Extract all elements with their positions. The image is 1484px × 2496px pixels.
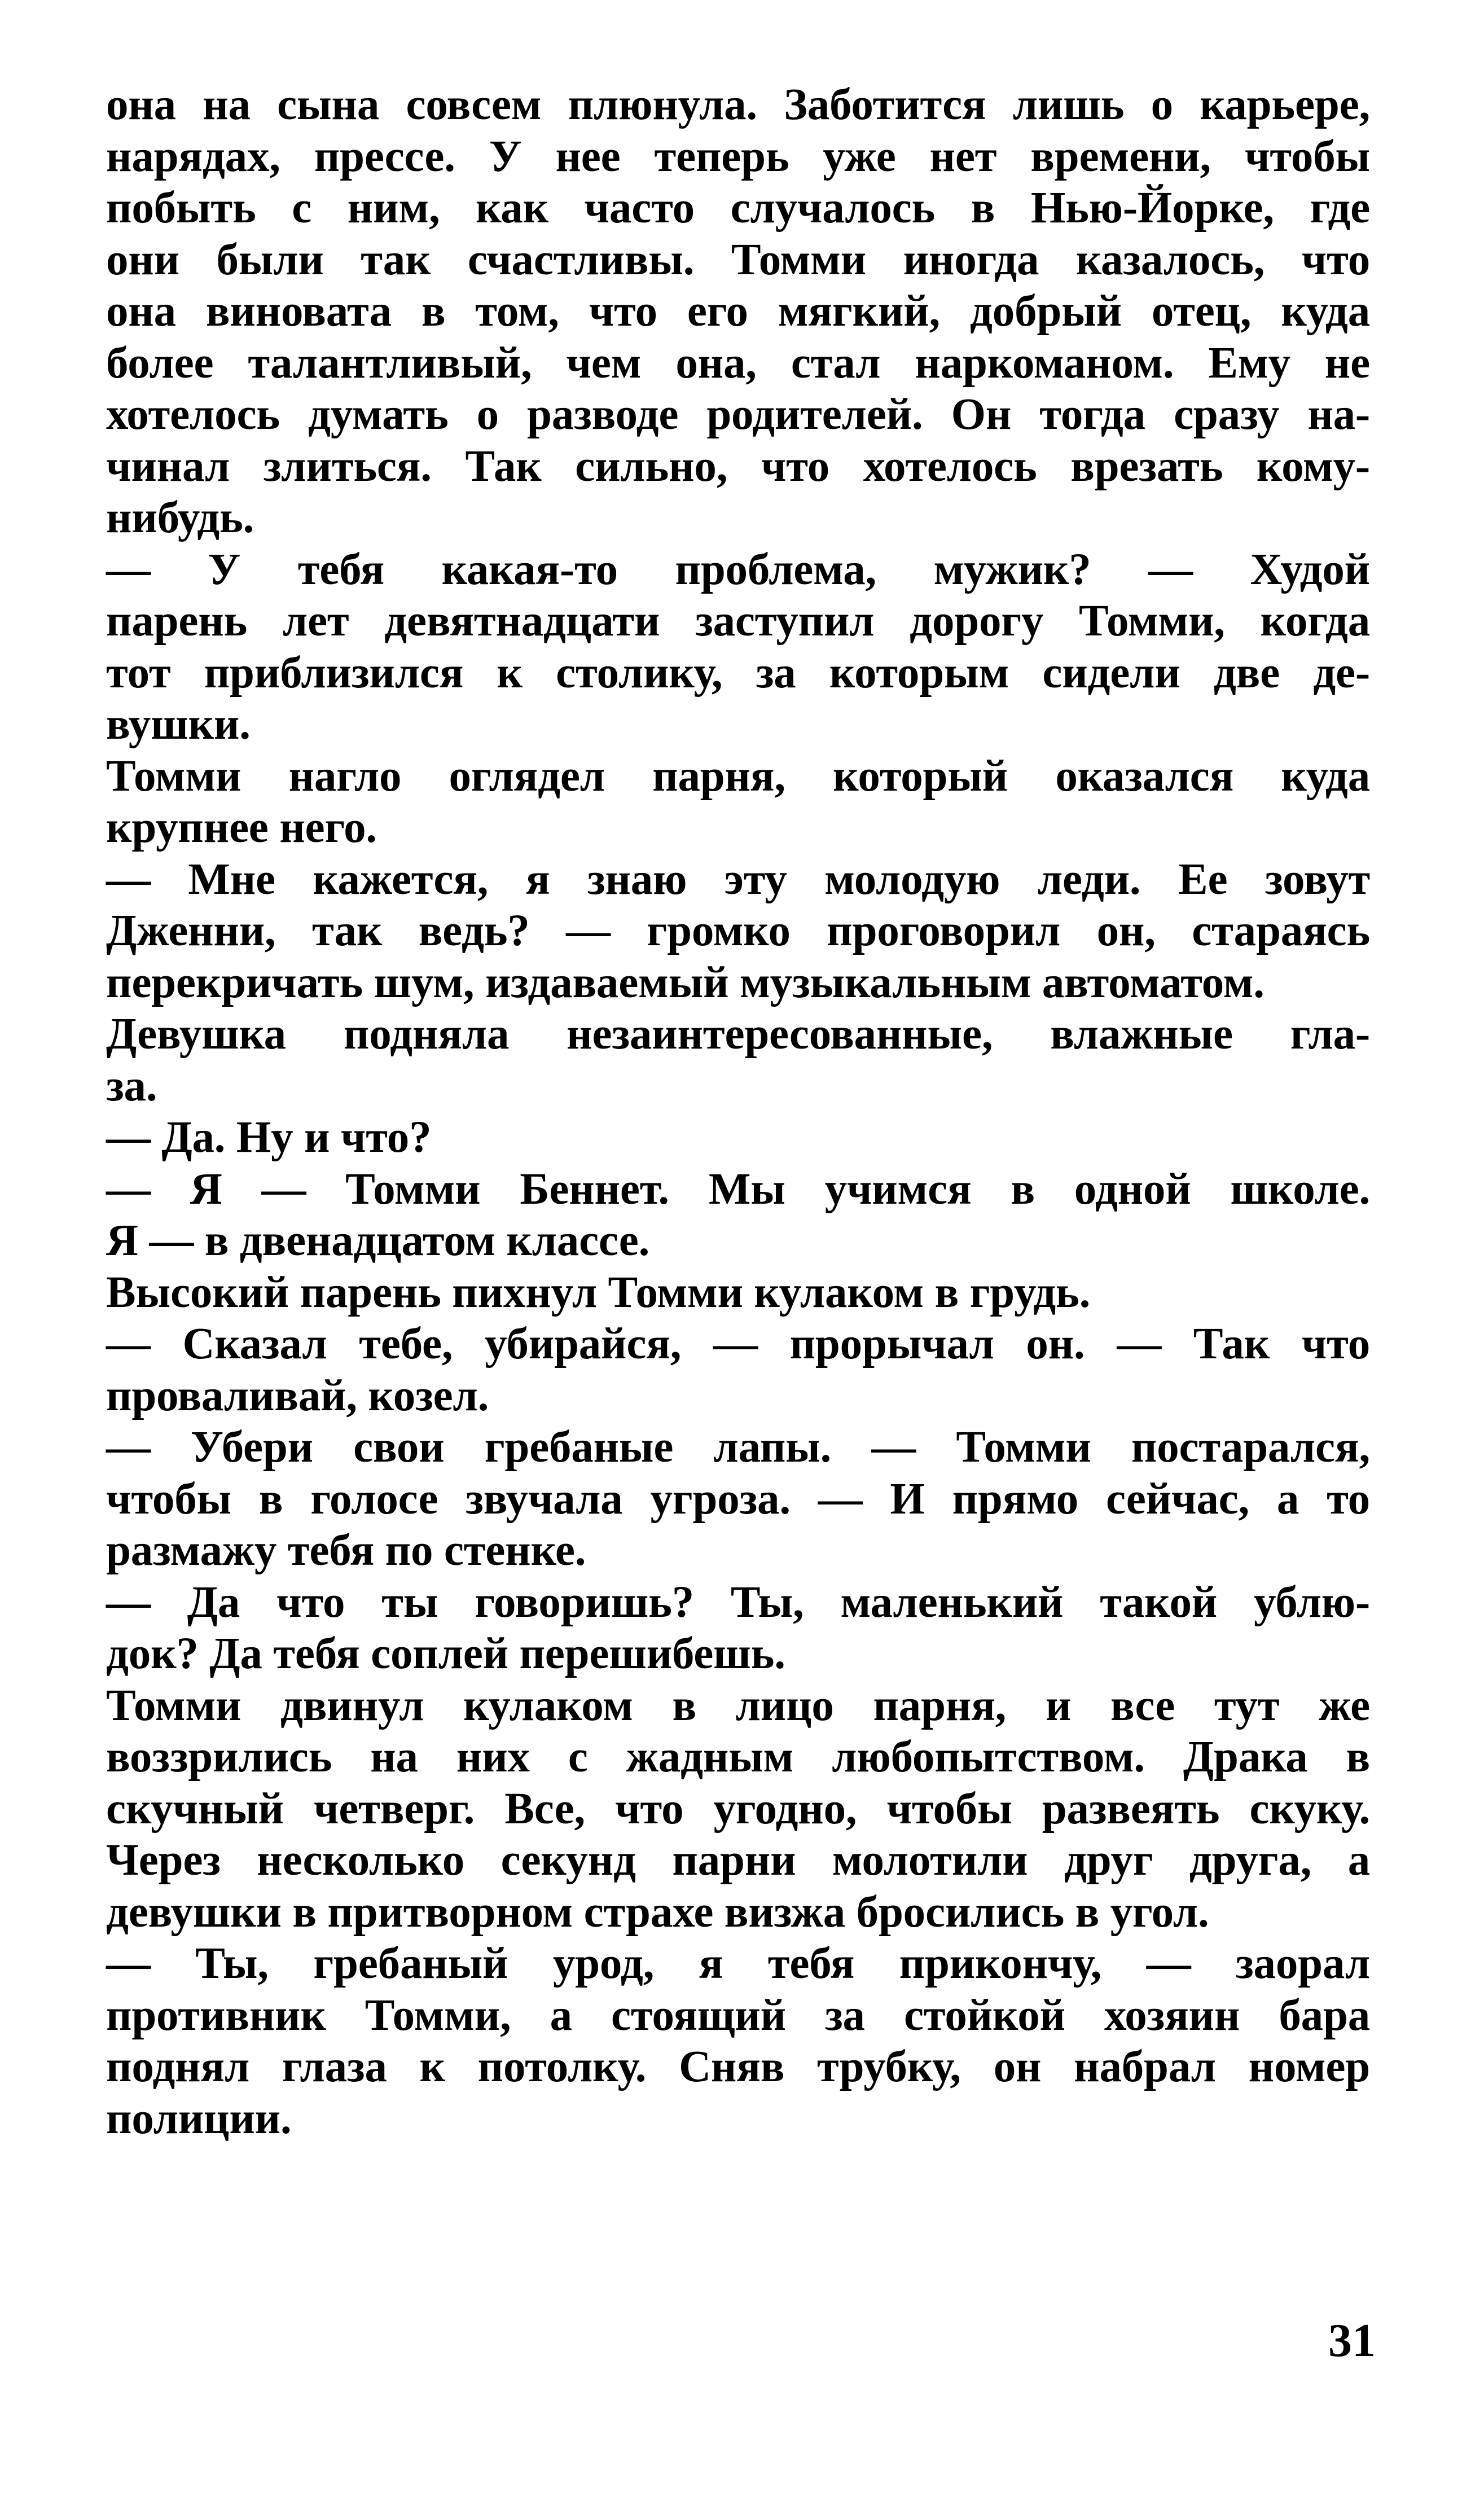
text-line: — Да. Ну и что?: [106, 1113, 432, 1162]
text-line: крупнее него.: [106, 803, 377, 852]
page-number: 31: [1328, 2314, 1376, 2367]
text-line: Дженни, так ведь? — громко проговорил он, стараясь: [106, 906, 1370, 955]
text-line: Высокий парень пихнул Томми кулаком в грудь.: [106, 1267, 1091, 1317]
text-line: Томми двинул кулаком в лицо парня, и все тут же: [106, 1681, 1370, 1730]
text-line: чинал злиться. Так сильно, что хотелось врезать кому-: [106, 441, 1370, 491]
text-line: они были так счастливы. Томми иногда казалось, что: [106, 235, 1370, 284]
text-line: девушки в притворном страхе визжа бросились в угол.: [106, 1887, 1209, 1937]
text-line: поднял глаза к потолку. Сняв трубку, он набрал номер: [106, 2042, 1370, 2091]
text-line: она виновата в том, что его мягкий, добрый отец, куда: [106, 287, 1370, 336]
text-line: Через несколько секунд парни молотили друг друга, а: [106, 1836, 1370, 1885]
text-line: побыть с ним, как часто случалось в Нью-Йорке, где: [106, 183, 1370, 233]
text-line: Томми нагло оглядел парня, который оказался куда: [106, 751, 1370, 801]
text-line: док? Да тебя соплей перешибешь.: [106, 1629, 785, 1678]
text-line: более талантливый, чем она, стал наркоманом. Ему не: [106, 338, 1370, 388]
text-line: — Убери свои гребаные лапы. — Томми постарался,: [106, 1423, 1370, 1472]
body-text: [106, 79, 1370, 2144]
text-line: полиции.: [106, 2094, 292, 2143]
text-line: противник Томми, а стоящий за стойкой хозяин бара: [106, 1990, 1370, 2040]
text-line: — Мне кажется, я знаю эту молодую леди. Ее зовут: [106, 854, 1370, 904]
text-line: — Ты, гребаный урод, я тебя прикончу, — заорал: [106, 1939, 1370, 1988]
text-line: тот приблизился к столику, за которым сидели две де-: [106, 648, 1370, 698]
text-line: — Я — Томми Беннет. Мы учимся в одной школе.: [106, 1164, 1370, 1214]
text-line: Девушка подняла незаинтересованные, влажные гла-: [106, 1010, 1370, 1059]
text-line: вушки.: [106, 700, 251, 749]
text-line: — Да что ты говоришь? Ты, маленький такой ублю-: [106, 1577, 1370, 1627]
text-line: воззрились на них с жадным любопытством. Драка в: [106, 1732, 1370, 1782]
text-line: чтобы в голосе звучала угроза. — И прямо сейчас, а то: [106, 1474, 1370, 1524]
text-line: она на сына совсем плюнула. Заботится лишь о карьере,: [106, 80, 1370, 129]
text-line: проваливай, козел.: [106, 1371, 489, 1420]
text-line: — У тебя какая-то проблема, мужик? — Худой: [106, 545, 1370, 594]
text-line: перекричать шум, издаваемый музыкальным автоматом.: [106, 958, 1265, 1007]
text-line: Я — в двенадцатом классе.: [106, 1216, 650, 1265]
text-line: размажу тебя по стенке.: [106, 1526, 586, 1575]
text-line: нибудь.: [106, 493, 254, 542]
text-line: — Сказал тебе, убирайся, — прорычал он. — Так что: [106, 1319, 1370, 1368]
text-line: хотелось думать о разводе родителей. Он тогда сразу на-: [106, 390, 1370, 439]
text-line: нарядах, прессе. У нее теперь уже нет времени, чтобы: [106, 131, 1370, 181]
text-line: за.: [106, 1061, 157, 1111]
text-line: парень лет девятнадцати заступил дорогу Томми, когда: [106, 596, 1370, 646]
text-line: скучный четверг. Все, что угодно, чтобы развеять скуку.: [106, 1784, 1370, 1833]
